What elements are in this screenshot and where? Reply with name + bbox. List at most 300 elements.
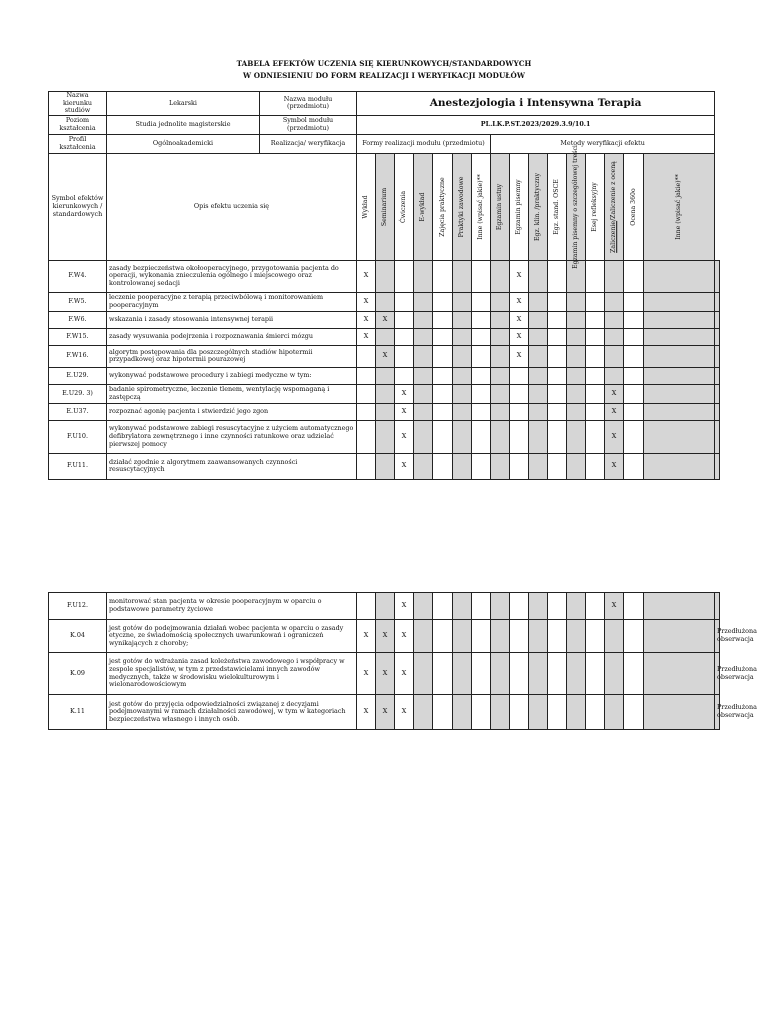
mark-cell [548, 384, 567, 403]
effect-symbol: F.W5. [49, 292, 107, 311]
other-method-cell [715, 420, 720, 453]
mark-cell [548, 403, 567, 420]
mark-cell [453, 420, 472, 453]
symbol-column-header: Symbol efektów kierunkowych / standardowych [49, 153, 107, 260]
realizacja-label: Realizacja/ weryfikacja [260, 134, 357, 153]
effect-description: zasady bezpieczeństwa okołooperacyjnego, przygotowania pacjenta do operacji, wykonania znieczulenia ogólnego i miejscowego oraz kontrolowanej sedacji [107, 260, 357, 292]
column-header-label: Inne (wpisać jakie)** [675, 173, 683, 240]
mark-cell [453, 593, 472, 620]
mark-cell [433, 260, 453, 292]
modul-value: Anestezjologia i Intensywna Terapia [357, 92, 715, 116]
mark-cell [567, 653, 586, 695]
mark-cell [453, 384, 472, 403]
mark-cell: X [357, 328, 376, 345]
mark-cell [433, 345, 453, 367]
mark-cell [644, 311, 715, 328]
mark-cell [624, 620, 644, 653]
effect-description: algorytm postępowania dla poszczególnych stadiów hipotermii przypadkowej oraz hipotermii pourazowej [107, 345, 357, 367]
mark-cell [414, 620, 433, 653]
mark-cell [376, 593, 395, 620]
mark-cell [510, 420, 529, 453]
mark-cell [414, 653, 433, 695]
mark-cell [472, 403, 491, 420]
table-row [49, 420, 720, 453]
mark-cell: X [376, 620, 395, 653]
mark-cell [605, 367, 624, 384]
mark-cell [376, 420, 395, 453]
mark-cell [644, 695, 715, 730]
mark-cell [453, 367, 472, 384]
mark-cell [510, 593, 529, 620]
mark-cell [376, 403, 395, 420]
mark-cell [433, 695, 453, 730]
mark-cell [510, 367, 529, 384]
poziom-label: Poziom kształcenia [49, 115, 107, 134]
column-header-14 [624, 153, 644, 260]
mark-cell [433, 453, 453, 479]
mark-cell [491, 328, 510, 345]
mark-cell [567, 292, 586, 311]
mark-cell: X [605, 420, 624, 453]
other-method-cell [715, 403, 720, 420]
mark-cell [644, 260, 715, 292]
opis-column-header: Opis efektu uczenia się [107, 153, 357, 260]
mark-cell [491, 695, 510, 730]
column-header-9 [529, 153, 548, 260]
mark-cell [605, 345, 624, 367]
mark-cell [567, 420, 586, 453]
other-method-cell [715, 384, 720, 403]
mark-cell [414, 292, 433, 311]
effect-description: wykonywać podstawowe procedury i zabiegi medyczne w tym: [107, 367, 357, 384]
column-header-3 [414, 153, 433, 260]
mark-cell [395, 345, 414, 367]
mark-cell: X [395, 420, 414, 453]
column-header-8 [510, 153, 529, 260]
mark-cell: X [357, 292, 376, 311]
mark-cell: X [376, 695, 395, 730]
column-header-13 [605, 153, 624, 260]
mark-cell [567, 620, 586, 653]
mark-cell [491, 260, 510, 292]
mark-cell [548, 453, 567, 479]
mark-cell [491, 620, 510, 653]
mark-cell [414, 420, 433, 453]
mark-cell [624, 403, 644, 420]
mark-cell [548, 367, 567, 384]
mark-cell [548, 695, 567, 730]
mark-cell [567, 384, 586, 403]
mark-cell [433, 653, 453, 695]
mark-cell [567, 345, 586, 367]
table-row [49, 403, 720, 420]
mark-cell [414, 453, 433, 479]
column-header-label: Egzamin pisemny o szczegółowej treści [572, 144, 580, 269]
mark-cell [453, 328, 472, 345]
mark-cell [453, 620, 472, 653]
other-method-cell [715, 453, 720, 479]
mark-cell: X [395, 453, 414, 479]
mark-cell [472, 260, 491, 292]
mark-cell: X [605, 403, 624, 420]
mark-cell [529, 260, 548, 292]
poziom-value: Studia jednolite magisterskie [107, 115, 260, 134]
column-header-label: Inne (wpisać jakie)** [477, 173, 485, 240]
mark-cell [605, 260, 624, 292]
mark-cell [644, 328, 715, 345]
mark-cell [510, 620, 529, 653]
kierunek-value: Lekarski [107, 92, 260, 116]
mark-cell [472, 311, 491, 328]
column-header-label: Egzamin ustny [496, 183, 504, 230]
mark-cell [491, 420, 510, 453]
symbol-modulu-label: Symbol modułu (przedmiotu) [260, 115, 357, 134]
mark-cell [376, 292, 395, 311]
table-row [49, 384, 720, 403]
effect-symbol: F.W6. [49, 311, 107, 328]
column-header-label: Seminarium [381, 187, 389, 226]
mark-cell [529, 420, 548, 453]
mark-cell [529, 292, 548, 311]
column-header-label: Ocena 360o [629, 188, 637, 226]
mark-cell [472, 620, 491, 653]
mark-cell [567, 453, 586, 479]
mark-cell [414, 328, 433, 345]
mark-cell [644, 593, 715, 620]
effect-description: zasady wysuwania podejrzenia i rozpoznawania śmierci mózgu [107, 328, 357, 345]
column-header-10 [548, 153, 567, 260]
mark-cell [586, 367, 605, 384]
mark-cell [567, 403, 586, 420]
mark-cell [453, 453, 472, 479]
mark-cell [357, 345, 376, 367]
mark-cell [433, 367, 453, 384]
column-header-label: Esej refleksyjny [591, 182, 599, 232]
other-method-cell: Przedłużona obserwacja [715, 620, 720, 653]
mark-cell [414, 367, 433, 384]
mark-cell [586, 345, 605, 367]
mark-cell [433, 620, 453, 653]
mark-cell [414, 695, 433, 730]
mark-cell [529, 328, 548, 345]
mark-cell: X [395, 384, 414, 403]
mark-cell: X [605, 384, 624, 403]
other-method-cell: Przedłużona obserwacja [715, 653, 720, 695]
mark-cell: X [395, 403, 414, 420]
column-header-11 [567, 144, 586, 269]
mark-cell [644, 367, 715, 384]
mark-cell [548, 420, 567, 453]
effect-description: działać zgodnie z algorytmem zaawansowanych czynności resuscytacyjnych [107, 453, 357, 479]
mark-cell [586, 620, 605, 653]
mark-cell [586, 292, 605, 311]
document-title-line1: TABELA EFEKTÓW UCZENIA SIĘ KIERUNKOWYCH/STANDARDOWYCH [236, 59, 532, 68]
effect-symbol: F.W15. [49, 328, 107, 345]
other-method-cell [715, 292, 720, 311]
mark-cell: X [376, 653, 395, 695]
column-header-label: Wykład [362, 195, 370, 219]
column-header-12 [586, 153, 605, 260]
effect-description: wskazania i zasady stosowania intensywnej terapii [107, 311, 357, 328]
mark-cell [644, 384, 715, 403]
mark-cell [510, 403, 529, 420]
mark-cell [644, 345, 715, 367]
mark-cell [357, 403, 376, 420]
mark-cell [567, 695, 586, 730]
mark-cell [472, 292, 491, 311]
effect-symbol: K.09 [49, 653, 107, 695]
mark-cell [491, 593, 510, 620]
mark-cell [510, 453, 529, 479]
mark-cell [644, 403, 715, 420]
mark-cell [453, 311, 472, 328]
mark-cell [491, 345, 510, 367]
mark-cell [395, 260, 414, 292]
mark-cell [624, 453, 644, 479]
profil-label: Profil kształcenia [49, 134, 107, 153]
mark-cell [453, 653, 472, 695]
mark-cell [491, 367, 510, 384]
mark-cell [491, 292, 510, 311]
mark-cell [357, 367, 376, 384]
mark-cell [433, 403, 453, 420]
effects-table-page2 [48, 592, 757, 730]
mark-cell [586, 695, 605, 730]
document-title-line2: W ODNIESIENIU DO FORM REALIZACJI I WERYFIKACJI MODUŁÓW [242, 71, 526, 80]
mark-cell [472, 420, 491, 453]
column-header-label: Ćwiczenia [400, 190, 408, 223]
mark-cell [472, 345, 491, 367]
mark-cell [433, 593, 453, 620]
mark-cell [548, 345, 567, 367]
mark-cell [395, 292, 414, 311]
column-header-15 [644, 153, 715, 260]
column-header-7 [491, 153, 510, 260]
mark-cell: X [357, 260, 376, 292]
mark-cell [376, 328, 395, 345]
mark-cell [586, 328, 605, 345]
mark-cell [586, 311, 605, 328]
mark-cell [529, 695, 548, 730]
table-row [49, 367, 720, 384]
column-header-label: E-wykład [419, 192, 427, 222]
mark-cell [472, 593, 491, 620]
mark-cell [510, 653, 529, 695]
table-row [49, 311, 720, 328]
mark-cell [433, 420, 453, 453]
mark-cell [472, 328, 491, 345]
mark-cell: X [510, 345, 529, 367]
mark-cell [567, 328, 586, 345]
mark-cell [586, 384, 605, 403]
mark-cell [605, 292, 624, 311]
mark-cell: X [376, 345, 395, 367]
mark-cell [357, 453, 376, 479]
effect-description: jest gotów do wdrażania zasad koleżeństwa zawodowego i współpracy w zespole specjalistów, w tym z przedstawicielami innych zawodów medycznych, także w środowisku wielokulturowym i wielonarodowościowym [107, 653, 357, 695]
mark-cell [644, 620, 715, 653]
column-header-label: Zaliczenie/Zaliczenie z oceną [610, 160, 618, 253]
mark-cell: X [395, 695, 414, 730]
effects-table-page1 [48, 91, 720, 480]
mark-cell [567, 367, 586, 384]
mark-cell [567, 593, 586, 620]
mark-cell [357, 420, 376, 453]
column-header-label: Egz. klin. /praktyczny [534, 172, 542, 241]
mark-cell [529, 384, 548, 403]
modul-label: Nazwa modułu (przedmiotu) [260, 92, 357, 116]
effect-description: leczenie pooperacyjne z terapią przeciwbólową i monitorowaniem pooperacyjnym [107, 292, 357, 311]
mark-cell [548, 260, 567, 292]
mark-cell [644, 653, 715, 695]
mark-cell [624, 384, 644, 403]
mark-cell: X [510, 328, 529, 345]
mark-cell [624, 695, 644, 730]
table-row [49, 620, 720, 653]
mark-cell [624, 260, 644, 292]
mark-cell [453, 403, 472, 420]
mark-cell [472, 384, 491, 403]
effect-description: rozpoznać agonię pacjenta i stwierdzić jego zgon [107, 403, 357, 420]
mark-cell: X [357, 311, 376, 328]
effect-description: jest gotów do podejmowania działań wobec pacjenta w oparciu o zasady etyczne, ze świadomością społecznych uwarunkowań i ograniczeń wynikających z choroby; [107, 620, 357, 653]
mark-cell [644, 453, 715, 479]
mark-cell [433, 311, 453, 328]
mark-cell [529, 653, 548, 695]
mark-cell [472, 653, 491, 695]
metody-weryfikacji-label: Metody weryfikacji efektu [491, 134, 715, 153]
other-method-cell: Przedłużona obserwacja [715, 695, 720, 730]
mark-cell [414, 311, 433, 328]
effect-description: wykonywać podstawowe zabiegi resuscytacyjne z użyciem automatycznego defibrylatora zewnętrznego i inne czynności ratunkowe oraz udzielać pierwszej pomocy [107, 420, 357, 453]
effect-description: badanie spirometryczne, leczenie tlenem, wentylację wspomaganą i zastępczą [107, 384, 357, 403]
effect-description: monitorować stan pacjenta w okresie pooperacyjnym w oparciu o podstawowe parametry życiowe [107, 593, 357, 620]
column-header-2 [395, 153, 414, 260]
mark-cell [548, 311, 567, 328]
effect-symbol: F.W4. [49, 260, 107, 292]
column-header-4 [433, 153, 453, 260]
mark-cell [605, 653, 624, 695]
mark-cell [414, 384, 433, 403]
column-header-label: Egzamin pisemny [515, 179, 523, 235]
mark-cell [453, 260, 472, 292]
mark-cell: X [376, 311, 395, 328]
effect-symbol: E.U37. [49, 403, 107, 420]
table-row [49, 593, 720, 620]
mark-cell [548, 653, 567, 695]
table-row [49, 653, 720, 695]
mark-cell [586, 420, 605, 453]
mark-cell [548, 593, 567, 620]
mark-cell [491, 653, 510, 695]
other-method-cell [715, 593, 720, 620]
mark-cell [414, 593, 433, 620]
mark-cell [376, 384, 395, 403]
mark-cell [624, 420, 644, 453]
effect-symbol: F.W16. [49, 345, 107, 367]
mark-cell: X [510, 292, 529, 311]
table-row [49, 345, 720, 367]
effect-symbol: F.U11. [49, 453, 107, 479]
effect-symbol: K.11 [49, 695, 107, 730]
mark-cell [433, 328, 453, 345]
mark-cell [605, 695, 624, 730]
mark-cell [414, 403, 433, 420]
mark-cell [376, 260, 395, 292]
mark-cell: X [395, 620, 414, 653]
mark-cell [491, 384, 510, 403]
mark-cell [376, 367, 395, 384]
mark-cell [605, 620, 624, 653]
effect-symbol: E.U29. 3) [49, 384, 107, 403]
mark-cell [453, 292, 472, 311]
profil-value: Ogólnoakademicki [107, 134, 260, 153]
mark-cell [510, 384, 529, 403]
mark-cell [586, 593, 605, 620]
mark-cell [624, 311, 644, 328]
effect-symbol: K.04 [49, 620, 107, 653]
column-header-0 [357, 153, 376, 260]
mark-cell: X [510, 260, 529, 292]
mark-cell: X [605, 593, 624, 620]
effect-symbol: F.U12. [49, 593, 107, 620]
table-row [49, 260, 720, 292]
mark-cell [472, 453, 491, 479]
table-row [49, 453, 720, 479]
mark-cell [548, 292, 567, 311]
mark-cell [605, 311, 624, 328]
mark-cell [472, 695, 491, 730]
column-header-label: Praktyki zawodowe [458, 176, 466, 238]
mark-cell: X [605, 453, 624, 479]
mark-cell [433, 292, 453, 311]
mark-cell [644, 420, 715, 453]
other-method-cell [715, 328, 720, 345]
effect-symbol: F.U10. [49, 420, 107, 453]
mark-cell [529, 311, 548, 328]
effect-symbol: E.U29. [49, 367, 107, 384]
mark-cell [491, 311, 510, 328]
mark-cell [586, 403, 605, 420]
mark-cell: X [357, 620, 376, 653]
mark-cell: X [357, 653, 376, 695]
kierunek-label: Nazwa kierunku studiów [49, 92, 107, 116]
column-header-5 [453, 153, 472, 260]
mark-cell: X [357, 695, 376, 730]
column-header-label: Egz. stand. OSCE [553, 179, 561, 235]
mark-cell: X [510, 311, 529, 328]
column-header-1 [376, 153, 395, 260]
column-header-6 [472, 153, 491, 260]
mark-cell [433, 384, 453, 403]
mark-cell [395, 328, 414, 345]
symbol-modulu-value: PL.LK.P.ST.2023/2029.3.9/10.1 [357, 115, 715, 134]
mark-cell [357, 593, 376, 620]
mark-cell [414, 260, 433, 292]
other-method-cell [715, 345, 720, 367]
mark-cell [529, 345, 548, 367]
mark-cell [548, 620, 567, 653]
mark-cell [395, 311, 414, 328]
mark-cell [529, 403, 548, 420]
mark-cell [510, 695, 529, 730]
mark-cell [586, 260, 605, 292]
mark-cell [548, 328, 567, 345]
mark-cell [624, 367, 644, 384]
effect-description: jest gotów do przyjęcia odpowiedzialności związanej z decyzjami podejmowanymi w ramach działalności zawodowej, w tym w kategoriach bezpieczeństwa własnego i innych osób. [107, 695, 357, 730]
mark-cell [491, 403, 510, 420]
mark-cell [395, 367, 414, 384]
other-method-cell [715, 311, 720, 328]
